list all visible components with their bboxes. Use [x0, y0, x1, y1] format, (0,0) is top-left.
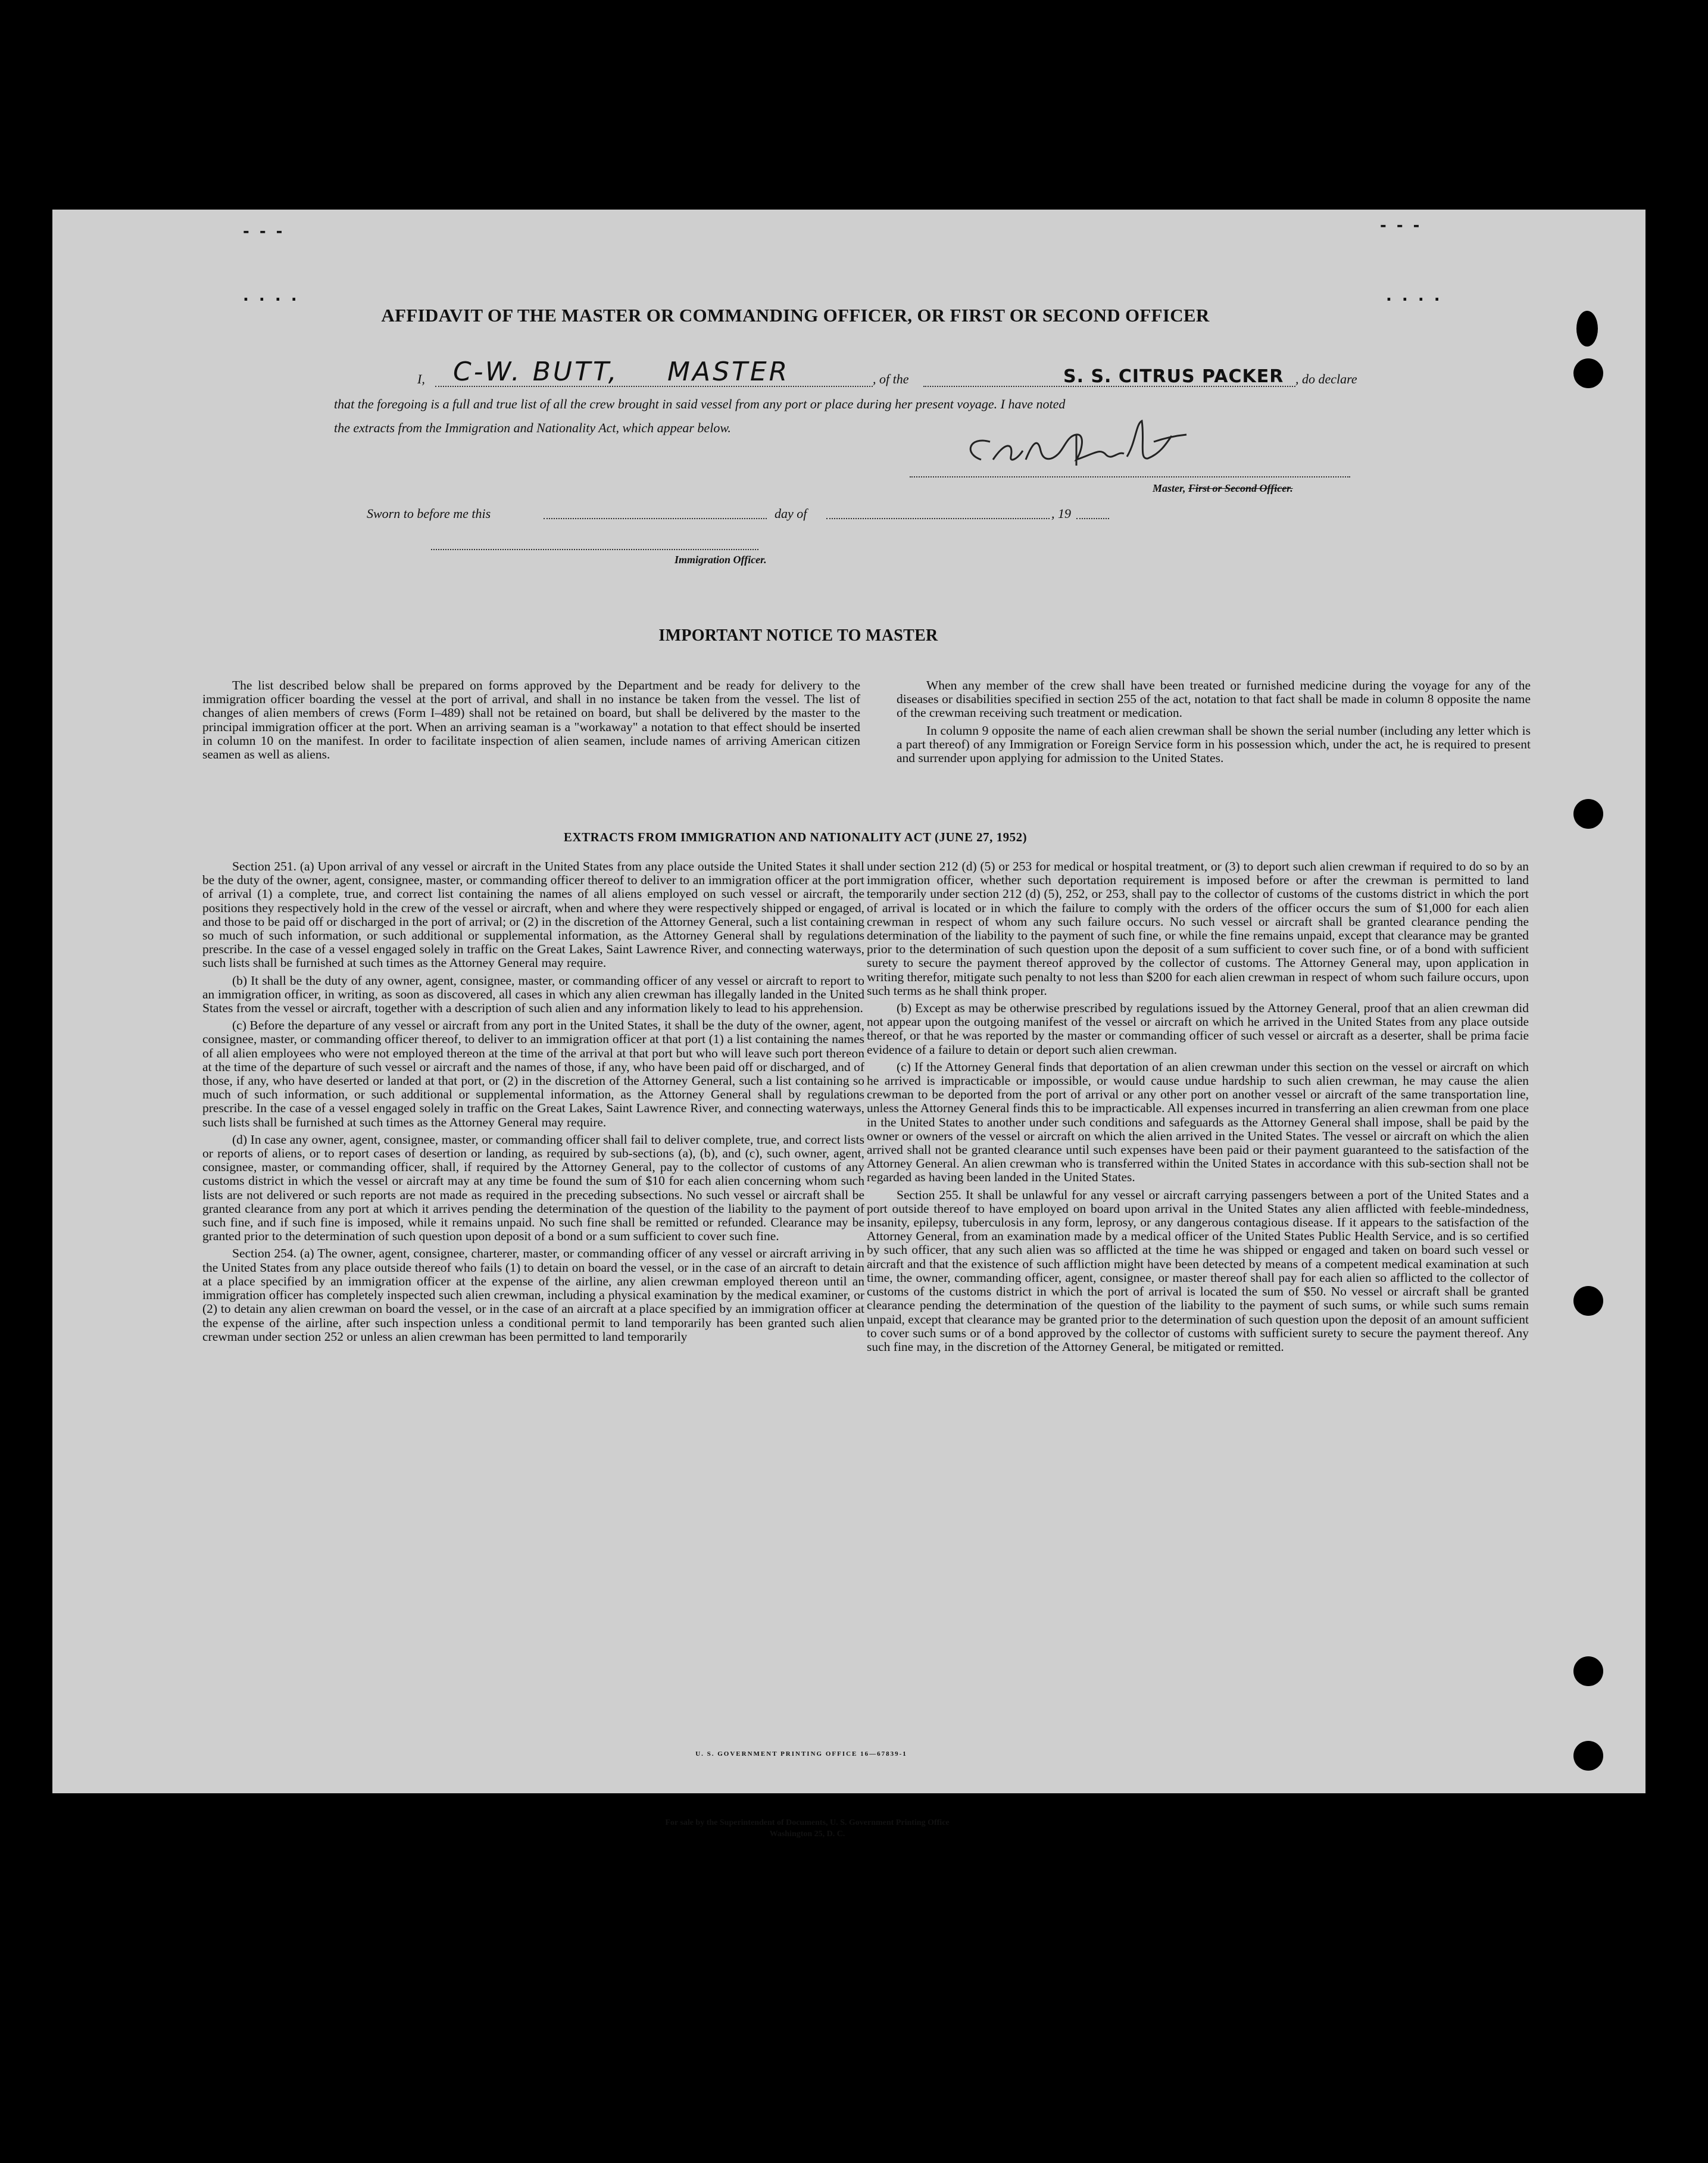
of-the-label: , of the — [873, 372, 909, 386]
notice-left-column — [202, 679, 860, 761]
statement-line: the extracts from the Immigration and Nationality Act, which appear below. — [334, 420, 731, 435]
signature — [957, 418, 1255, 477]
statement-line: that the foregoing is a full and true list of all the crew brought in said vessel from any port or place during her present voyage. I have noted — [334, 397, 1066, 411]
extract-paragraph: Section 255. It shall be unlawful for any vessel or aircraft carrying passengers between a port of the United States and a port outside thereof to have employed on board upon arrival in the United States any alien afflicted with feeble-mindedness, insanity, epilepsy, tuberculosis in any form, leprosy, or any dangerous contagious disease. If it appears to the satisfaction of the Attorney General, from an examination made by a medical officer of the United States Public Health Service, and is so certified by such officer, that any such alien was so afflicted at the time he was shipped or engaged and taken on board such vessel or aircraft and that the existence of such affliction might have been detected by means of a competent medical examination at such time, the owner, commanding officer, agent, consignee, or master thereof shall pay for each alien so afflicted to the collector of customs of the customs district in which the port of arrival is located the sum of $50. No vessel or aircraft shall be granted clearance pending the determination of the question of the liability to the payment of such sums, or while such sums remain unpaid, except that clearance may be granted prior to the determination of such question upon the deposit of an amount sufficient to cover such sums or of a bond approved by the collector of customs with sufficient surety to secure the payment thereof. Any such fine may, in the discretion of the Attorney General, be mitigated or remitted. — [867, 1187, 1529, 1354]
immigration-officer-caption: Immigration Officer. — [675, 554, 767, 566]
footer-line: For sale by the Superintendent of Documents, U. S. Government Printing Office — [665, 1818, 950, 1827]
binder-hole — [1573, 1286, 1603, 1316]
extract-paragraph: (b) It shall be the duty of any owner, agent, consignee, master, or commanding officer of any vessel or aircraft to report to an immigration officer, in writing, as soon as discovered, all cases in which any alien crewman has illegally landed in the United States from the vessel or aircraft, together with a description of such alien and any information likely to lead to his apprehension. — [202, 973, 864, 1016]
affidavit-page — [52, 210, 1645, 1839]
affidavit-title: AFFIDAVIT OF THE MASTER OR COMMANDING OFFICER, OR FIRST OR SECOND OFFICER — [381, 305, 1210, 326]
declaration-block — [334, 358, 1501, 436]
extracts-left-column — [202, 860, 864, 1344]
binder-hole — [1573, 799, 1603, 829]
extract-paragraph: Section 251. (a) Upon arrival of any vessel or aircraft in the United States from any place outside the United States it shall be the duty of the owner, agent, consignee, master, or commanding officer thereof to deliver to an immigration officer at the port of arrival (1) a complete, true, and correct list containing the names of all aliens employed on such vessel or aircraft, the positions they respectively hold in the crew of the vessel or aircraft, when and where they were respectively shipped or engaged, and those to be paid off or discharged in the port of arrival; or (2) in the discretion of the Attorney General, such a list containing so much of such information, or such additional or supplemental information, as the Attorney General shall by regulations prescribe. In the case of a vessel engaged solely in traffic on the Great Lakes, Saint Lawrence River, and connecting waterways, such lists shall be furnished at such times as the Attorney General may require. — [202, 859, 864, 970]
year-line — [1076, 518, 1109, 519]
extract-paragraph: (c) If the Attorney General finds that deportation of an alien crewman under this section on the vessel or aircraft on which he arrived is impracticable or impossible, or would cause undue hardship to such alien crewman, he may cause the alien crewman to be deported from the port of arrival or any other port on another vessel or aircraft of the same transportation line, unless the Attorney General finds this to be impracticable. All expenses incurred in transferring an alien crewman from one place in the United States to another under such conditions and safeguards as the Attorney General shall impose, shall be paid by the owner or owners of the vessel or aircraft on which the alien arrived in the United States. The vessel or aircraft on which the alien arrived shall not be granted clearance until such expenses have been paid or their payment guaranteed to the satisfaction of the Attorney General. An alien crewman who is transferred within the United States in accordance with this sub-section shall not be regarded as having been landed in the United States. — [867, 1059, 1529, 1185]
edge-mark: . . . . — [243, 287, 299, 305]
day-line — [544, 518, 767, 519]
binder-hole — [1573, 358, 1603, 388]
notice-paragraph: The list described below shall be prepared on forms approved by the Department and be ready for delivery to the immigration officer boarding the vessel at the port of arrival, and shall in no instance be taken from the vessel. The list of changes of alien members of crews (Form I–489) shall not be retained on board, but shall be delivered by the master to the principal immigration officer at the port. When an arriving seaman is a "workaway" a notation to that effect should be inserted in column 10 on the manifest. In order to facilitate inspection of alien seamen, include names of arriving American citizen seamen as well as aliens. — [202, 678, 860, 762]
do-declare-label: , do declare — [1295, 372, 1357, 386]
vessel-name: S. S. CITRUS PACKER — [1063, 366, 1284, 387]
handwritten-name: C-W. BUTT, — [453, 357, 619, 387]
extracts-title: EXTRACTS FROM IMMIGRATION AND NATIONALITY ACT (JUNE 27, 1952) — [563, 830, 1028, 844]
officer-line — [431, 549, 758, 550]
year-label: , 19 — [1051, 506, 1071, 521]
extract-paragraph: under section 212 (d) (5) or 253 for medical or hospital treatment, or (3) to deport such alien crewman if required to do so by an immigration officer, whether such deportation requirement is imposed before or after the crewman is permitted to land temporarily under section 212 (d) (5), 252, or 253, shall pay to the collector of customs of the customs district in which the port of arrival is located or in which the failure to comply with the orders of the officer occurs the sum of $1,000 for each alien crewman in respect of whom any such failure occurs. No such vessel or aircraft shall be granted clearance pending the determination of the liability to the payment of such fine, or while the fine remains unpaid, except that clearance may be granted prior to the determination of such question upon the deposit of a sum sufficient to cover such fine, or of a bond with sufficient surety to secure the payment thereof approved by the collector of customs. The Attorney General may, upon application in writing therefor, mitigate such penalty to not less than $200 for each alien crewman in respect of whom such failure occurs, upon such terms as he shall think proper. — [867, 859, 1529, 998]
extract-paragraph: (d) In case any owner, agent, consignee, master, or commanding officer shall fail to deliver complete, true, and correct lists or reports of aliens, or to report cases of desertion or landing, as required by sub-sections (a), (b), and (c), such owner, agent, consignee, master, or commanding officer, shall, if required by the Attorney General, pay to the collector of customs of any customs district in which the vessel or aircraft may at any time be found the sum of $10 for each alien concerning whom such lists are not delivered or such reports are not made as required in the preceding subsections. No such vessel or aircraft shall be granted clearance from any port at which it arrives pending the determination of the question of the liability to the payment of such fine, and if such fine is imposed, while it remains unpaid. No such fine shall be remitted or refunded. Clearance may be granted prior to the determination of such question upon deposit of a bond or a sum sufficient to cover such fine. — [202, 1132, 864, 1244]
edge-mark: - - - — [243, 223, 285, 241]
extract-paragraph: (b) Except as may be otherwise prescribed by regulations issued by the Attorney General, proof that an alien crewman did not appear upon the outgoing manifest of the vessel or aircraft on which he arrived in the United States from any place outside thereof, or that he was reported by the master or commanding officer of such vessel or aircraft as a deserter, shall be prima facie evidence of a failure to detain or deport such alien crewman. — [867, 1001, 1529, 1057]
sworn-label: Sworn to before me this — [367, 506, 491, 521]
i-label: I, — [417, 372, 425, 386]
extract-paragraph: (c) Before the departure of any vessel or aircraft from any port in the United States, it shall be the duty of the owner, agent, consignee, master, or commanding officer thereof, to deliver to an immigration officer at that port (1) a list containing the names of all alien employees who were not employed thereon at the time of the arrival at that port but who will leave such port thereon at the time of the departure of such vessel or aircraft and the names of those, if any, who have been paid off or discharged, and of those, if any, who have deserted or landed at that port, or (2) in the discretion of the Attorney General, such a list containing so much of such information, or such additional or supplemental information, as the Attorney General shall by regulations prescribe. In the case of a vessel engaged solely in traffic on the Great Lakes, Saint Lawrence River, and connecting waterways, such lists shall be furnished at such times as the Attorney General may require. — [202, 1018, 864, 1129]
notice-paragraph: In column 9 opposite the name of each alien crewman shall be shown the serial number (including any letter which is a part thereof) of any Immigration or Foreign Service form in his possession which, under the act, he is required to present and surrender upon applying for admission to the United States. — [897, 723, 1531, 766]
day-of-label: day of — [775, 506, 807, 521]
month-line — [826, 518, 1050, 519]
caption-master: Master, — [1153, 482, 1186, 494]
handwritten-rank: MASTER — [667, 357, 790, 387]
notice-right-column — [897, 679, 1531, 765]
footer-line: Washington 25, D. C. — [769, 1830, 845, 1839]
sales-footer — [11, 1817, 1604, 1840]
notice-title: IMPORTANT NOTICE TO MASTER — [658, 626, 938, 645]
signature-caption — [1153, 482, 1293, 495]
extract-paragraph: Section 254. (a) The owner, agent, consignee, charterer, master, or commanding officer of any vessel or aircraft arriving in the United States from any place outside thereof who fails (1) to detain on board the vessel, or in the case of an aircraft to detain at a place specified by an immigration officer at the expense of the airline, any alien crewman employed thereon until an immigration officer has completely inspected such alien crewman, including a physical examination by the medical examiner, or (2) to detain any alien crewman on board the vessel, or in the case of an aircraft at a place specified by an immigration officer at the expense of the airline, after such inspection unless a conditional permit to land temporarily has been granted such alien crewman under section 252 or unless an alien crewman has been permitted to land temporarily — [202, 1246, 864, 1344]
edge-mark: . . . . — [1386, 287, 1442, 305]
notice-paragraph: When any member of the crew shall have been treated or furnished medicine during the voyage for any of the diseases or disabilities specified in section 255 of the act, notation to that fact shall be made in column 8 opposite the name of the crewman receiving such treatment or medication. — [897, 678, 1531, 720]
signature-line — [910, 476, 1350, 477]
edge-mark: - - - — [1380, 217, 1422, 235]
binder-hole — [1573, 1656, 1603, 1686]
caption-struck: First or Second Officer. — [1188, 482, 1293, 494]
extracts-right-column — [867, 860, 1529, 1354]
printing-office-mark: U. S. GOVERNMENT PRINTING OFFICE 16—67839-1 — [695, 1750, 907, 1758]
